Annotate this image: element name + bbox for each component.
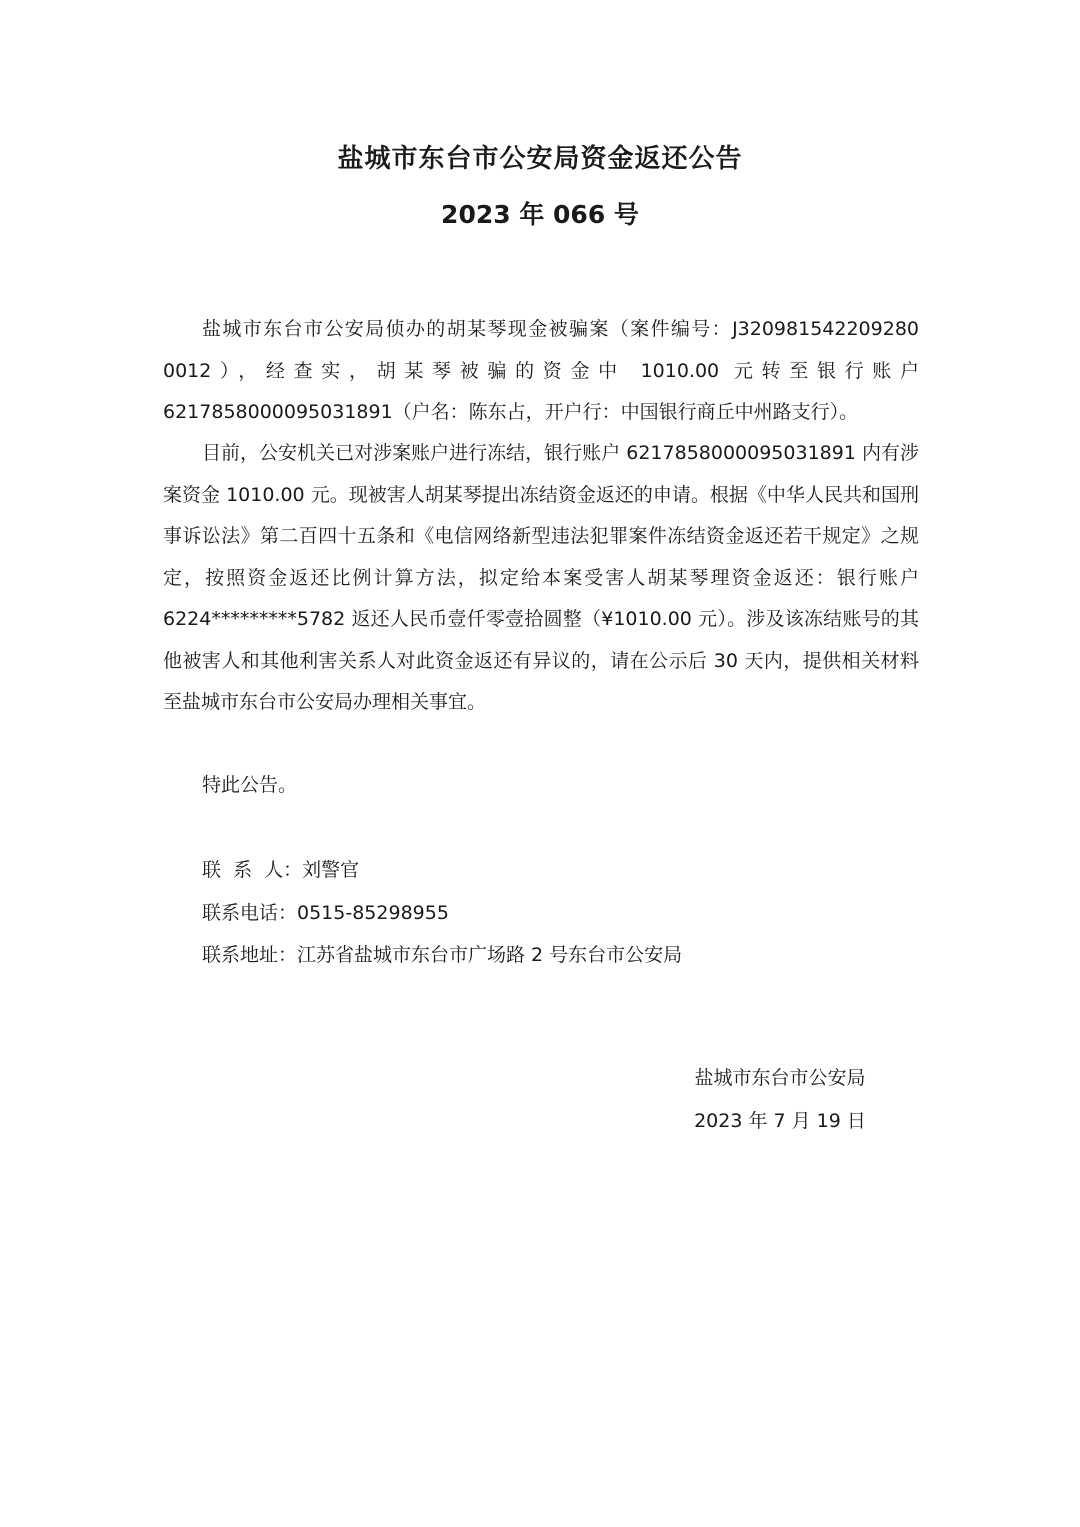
paragraph-case-details: 盐城市东台市公安局侦办的胡某琴现金被骗案（案件编号：J320981542209280​0012），经查实，胡某琴被骗的资金中 1010.00 元转至银行账户 6217858000095031891（户名：陈东占，开户行：中国银行商丘中州路支行）。 — [163, 318, 919, 423]
contact-address: 联系地址：江苏省盐城市东台市广场路 2 号东台市公安局 — [202, 944, 683, 966]
issue-date: 2023 年 7 月 19 日 — [694, 1109, 866, 1132]
signature-block — [640, 1057, 920, 1142]
notice-number: 2023 年 066 号 — [441, 200, 639, 229]
contact-block — [202, 849, 682, 977]
issuer-name: 盐城市东台市公安局 — [694, 1067, 866, 1089]
notice-title: 盐城市东台市公安局资金返还公告 — [337, 144, 743, 174]
paragraph-closing: 特此公告。 — [202, 774, 298, 796]
contact-person: 联 系 人：刘警官 — [202, 859, 360, 881]
paragraph-return-decision: 目前，公安机关已对涉案账户进行冻结，银行账户 6217858000095031891 内有涉案资金 1010.00 元。现被害人胡某琴提出冻结资金返还的申请。根据《中华人民共和国刑事诉讼法》第二百四十五条和《电信网络新型违法犯罪案件冻结资金返还若干规定》之规定，按照资金返还比例计算方法，拟定给本案受害人胡某琴理资金返还：银行账户 6224*********5782 返还人民币壹仟零壹拾圆整（¥1010.00 元）。涉及该冻结账号的其他被害人和其他利害关系人对此资金返还有异议的，请在公示后 30 天内，提供相关材料至盐城市东台市公安局办理相关事宜。 — [163, 442, 919, 713]
contact-phone: 联系电话：0515-85298955 — [202, 901, 449, 924]
